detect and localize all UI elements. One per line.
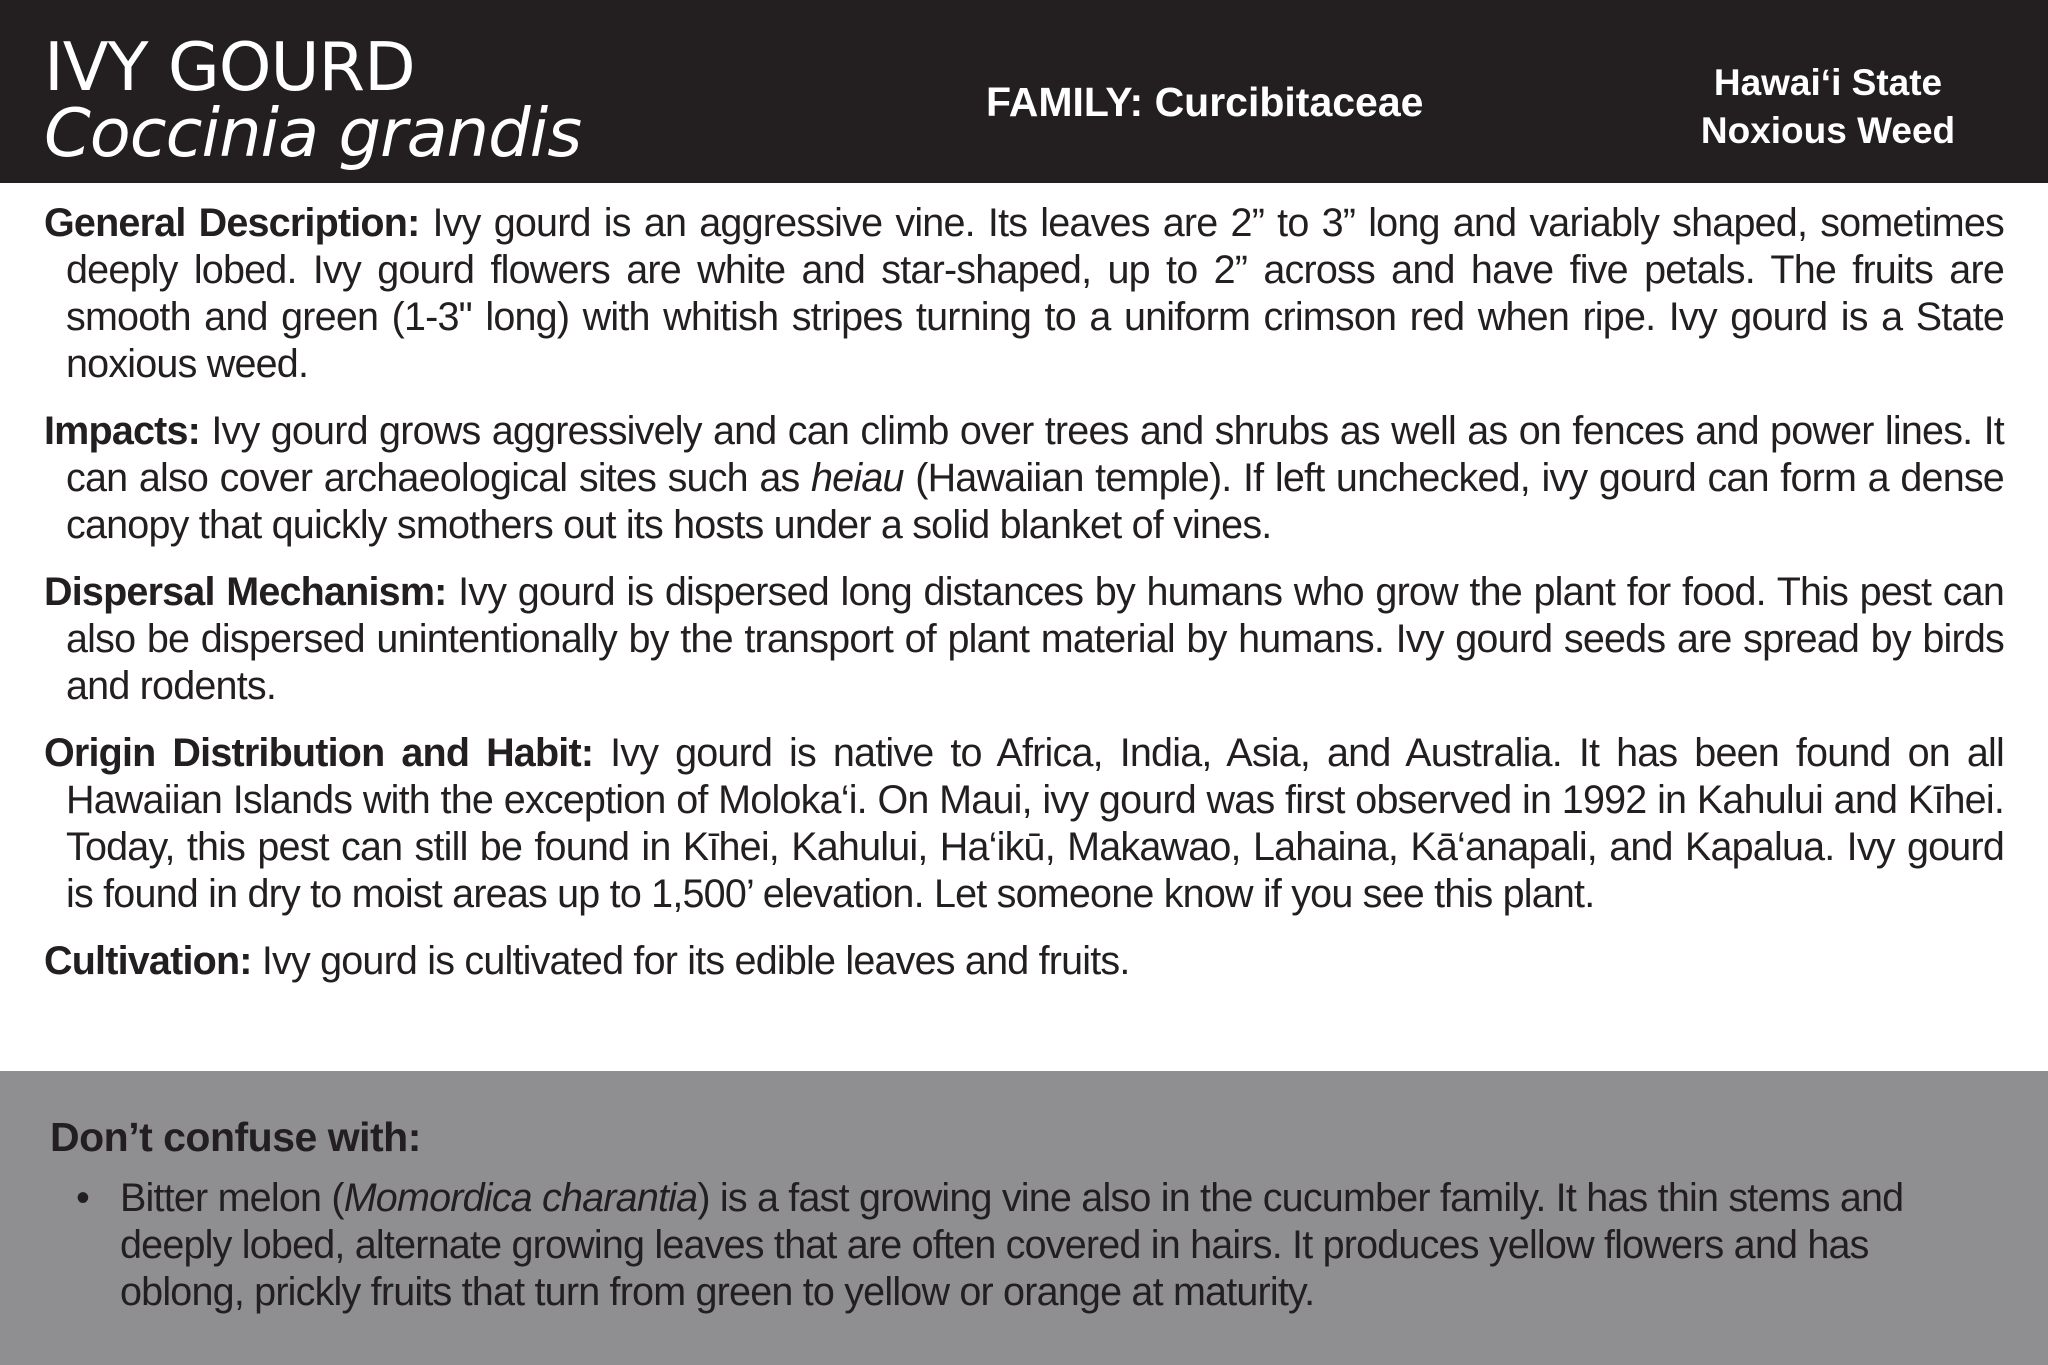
dispersal-mechanism: [44, 569, 2004, 710]
origin-label: Origin Distribution and Habit:: [44, 731, 594, 775]
dont-confuse-title: Don’t confuse with:: [50, 1114, 421, 1160]
impacts-text: Ivy gourd grows aggressively and can climb over trees and shrubs as well as on fences and power lines. It can also cover archaeological sites such as: [66, 409, 2004, 500]
common-name: IVY GOURD: [44, 28, 415, 106]
dispersal-text: Ivy gourd is dispersed long distances by humans who grow the plant for food. This pest can also be dispersed unintentionally by the transport of plant material by humans. Ivy gourd seeds are spread by birds and rodents.: [66, 570, 2005, 708]
header-banner: [0, 0, 2048, 183]
status-line-2: Noxious Weed: [1700, 110, 1956, 151]
lookalike-text-continued: ) is a fast growing vine also in the cucumber family. It has thin stems and deeply lobed, alternate growing leaves that are often covered in hairs. It produces yellow flowers and has oblong, prickly fruits that turn from green to yellow or orange at maturity.: [120, 1176, 1904, 1314]
impacts-text-continued: (Hawaiian temple). If left unchecked, ivy gourd can form a dense canopy that quickly smothers out its hosts under a solid blanket of vines.: [66, 456, 2004, 547]
impacts: [44, 408, 2004, 549]
cultivation-text: Ivy gourd is cultivated for its edible leaves and fruits.: [251, 939, 1130, 983]
origin-distribution: [44, 730, 2004, 918]
description-body: [44, 200, 2004, 1005]
status-line-1: Hawai‘i State: [1713, 62, 1943, 103]
list-item: [76, 1175, 1950, 1316]
general-description-text: Ivy gourd is an aggressive vine. Its leaves are 2” to 3” long and variably shaped, sometimes deeply lobed. Ivy gourd flowers are white and star-shaped, up to 2” across and have five petals. The fruits are smooth and green (1-3" long) with whitish stripes turning to a uniform crimson red when ripe. Ivy gourd is a State noxious weed.: [66, 201, 2004, 386]
origin-text: Ivy gourd is native to Africa, India, Asia, and Australia. It has been found on all Hawaiian Islands with the exception of Moloka‘i. On Maui, ivy gourd was first observed in 1992 in Kahului and Kīhei. Today, this pest can still be found in Kīhei, Kahului, Ha‘ikū, Makawao, Lahaina, Kā‘anapali, and Kapalua. Ivy gourd is found in dry to moist areas up to 1,500’ elevation. Let someone know if you see this plant.: [66, 731, 2004, 916]
lookalike-scientific-name: Momordica charantia: [343, 1176, 698, 1220]
lookalike-text: Bitter melon (: [120, 1176, 344, 1220]
family-label: FAMILY: Curcibitaceae: [986, 79, 1424, 125]
dont-confuse-panel: [0, 1071, 2048, 1365]
noxious-status: [1668, 59, 1988, 155]
dispersal-label: Dispersal Mechanism:: [44, 570, 447, 614]
general-description-label: General Description:: [44, 201, 420, 245]
impacts-label: Impacts:: [44, 409, 201, 453]
bullet-icon: •: [76, 1176, 90, 1220]
scientific-name: Coccinia grandis: [44, 94, 582, 172]
lookalike-list: [76, 1175, 1950, 1316]
impacts-italic-term: heiau: [811, 456, 904, 500]
general-description: [44, 200, 2004, 388]
cultivation-label: Cultivation:: [44, 939, 252, 983]
cultivation: [44, 938, 2004, 985]
